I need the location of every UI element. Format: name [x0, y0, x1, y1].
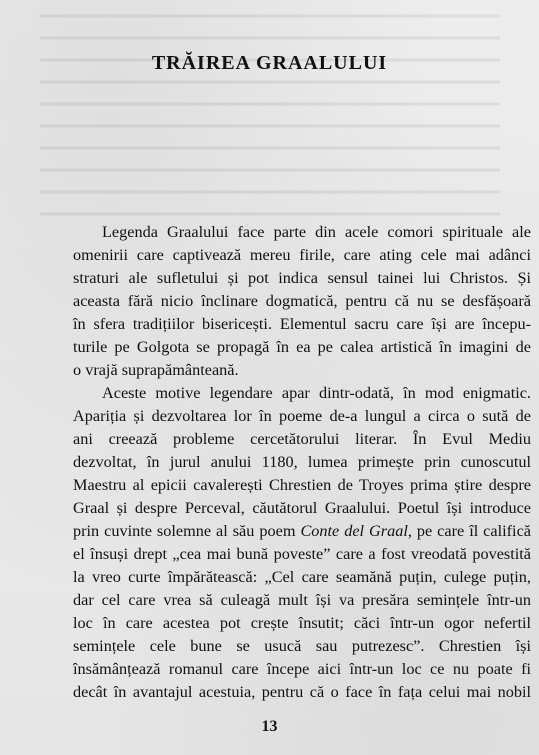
text-line: ani creează probleme cercetătorului literar. În Evul Mediu: [73, 430, 531, 448]
paragraph-1: [44, 221, 531, 382]
text-line: decât în avantajul acestuia, pentru că o face în fața celui mai nobil: [73, 683, 531, 701]
paragraph-2: [44, 382, 531, 704]
chapter-title: TRĂIREA GRAALULUI: [151, 52, 388, 74]
text-line: dezvoltat, în jurul anului 1180, lumea primește prin cunoscutul: [73, 453, 531, 471]
page-number: 13: [261, 718, 278, 735]
text-line: aceasta fără nicio înclinare dogmatică, pentru că nu se desfășoară: [73, 292, 531, 310]
text-line: el însuși drept „cea mai bună poveste” care a fost vreodată povestită: [73, 545, 531, 563]
text-line-with-poem-title: [44, 520, 531, 543]
text-line: în sfera tradițiilor bisericești. Elementul sacru care își are începu-: [73, 315, 531, 333]
text-line: straturi ale sufletului și pot indica sensul tainei lui Christos. Și: [73, 269, 531, 287]
text-line: loc în care acestea pot crește însutit; căci într-un ogor nefertil: [73, 614, 531, 632]
text-line: semințele cele bune se usucă sau putrezesc”. Chrestien își: [73, 637, 531, 655]
text-fragment: prin cuvinte solemne al său poem: [73, 522, 301, 540]
text-fragment: , pe care îl califică: [407, 522, 531, 540]
poem-title: Conte del Graal: [300, 522, 408, 540]
text-line: însămânțează romanul care începe aici într-un loc ce nu poate fi: [73, 660, 531, 678]
text-line: turile pe Golgota se propagă în ea pe calea artistică în imagini de: [73, 338, 531, 356]
text-line: Aceste motive legendare apar dintr-odată, în mod enigmatic.: [102, 384, 531, 402]
text-line: Legenda Graalului face parte din acele comori spirituale ale: [102, 223, 531, 241]
text-line: la vreo curte împărătească: „Cel care seamănă puțin, culege puțin,: [73, 568, 531, 586]
body-text: [44, 221, 531, 704]
text-line: o vrajă suprapământeană.: [73, 361, 239, 379]
text-line: dar cel care vrea să culeagă mult își va presăra semințele într-un: [73, 591, 531, 609]
text-line: Graal și despre Perceval, căutătorul Graalului. Poetul își introduce: [73, 499, 531, 517]
text-line: omenirii care captivează mereu firile, care ating cele mai adânci: [73, 246, 531, 264]
bleed-through-texture: [40, 0, 500, 220]
text-line: Apariția și dezvoltarea lor în poeme de-a lungul a circa o sută de: [73, 407, 531, 425]
text-line: Maestru al epicii cavalerești Chrestien de Troyes prima știre despre: [73, 476, 531, 494]
